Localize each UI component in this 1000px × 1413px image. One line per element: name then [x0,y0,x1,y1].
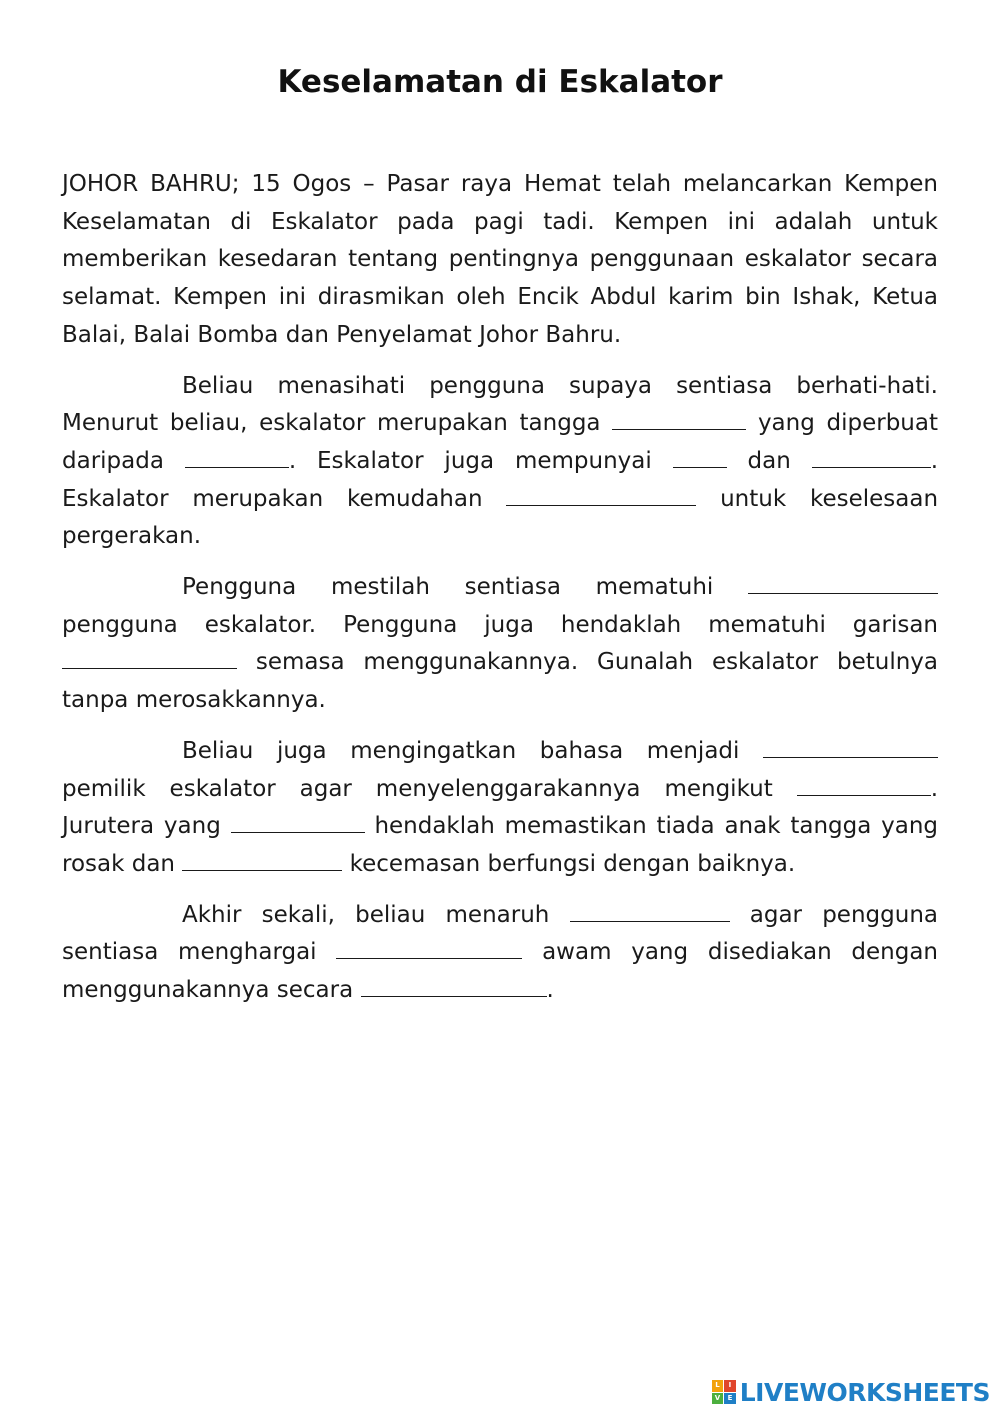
paragraph-text: . Eskalator merupakan kemudahan [62,447,938,512]
paragraph-text: . Eskalator juga mempunyai [288,447,652,474]
paragraph-intro [62,166,938,355]
paragraph-maintenance [62,733,938,884]
paragraph-text: untuk keselesaan pergerakan. [62,485,939,550]
paragraph-closing [62,897,938,1010]
paragraph-advice [62,368,938,557]
logo-letter: E [724,1393,736,1405]
blank-field[interactable] [763,735,938,758]
paragraph-rules [62,569,938,720]
paragraph-text: agar pengguna sentiasa menghargai [62,901,938,966]
liveworksheets-watermark [712,1377,990,1407]
paragraph-text: pengguna eskalator. Pengguna juga hendaklah mematuhi garisan [62,611,938,638]
blank-field[interactable] [182,848,342,871]
blank-field[interactable] [797,773,931,796]
logo-letter: V [712,1393,724,1405]
paragraph-text: yang diperbuat daripada [62,410,939,474]
paragraph-text: JOHOR BAHRU; 15 Ogos – Pasar raya Hemat telah melancarkan Kempen Keselamatan di Eskalator pada pagi tadi. Kempen ini adalah untuk memberikan kesedaran tentang pentingnya penggunaan eskalator secara selamat. Kempen ini dirasmikan oleh Encik Abdul karim bin Ishak, Ketua Balai, Balai Bomba dan Penyelamat Johor Bahru. [62,171,938,348]
liveworksheets-logo-icon [712,1380,736,1404]
paragraph-text: . [546,977,554,1004]
paragraph-text: kecemasan berfungsi dengan baiknya. [349,850,796,877]
blank-field[interactable] [231,810,365,833]
paragraph-text: Beliau juga mengingatkan bahasa menjadi [182,737,740,764]
blank-field[interactable] [673,445,727,468]
blank-field[interactable] [361,974,547,997]
paragraph-text: Akhir sekali, beliau menaruh [182,901,550,928]
paragraph-text: dan [747,447,791,474]
blank-field[interactable] [812,445,931,468]
logo-letter: I [724,1380,736,1392]
brand-name: LIVEWORKSHEETS [739,1377,990,1407]
article-body [62,166,938,1023]
page-title: Keselamatan di Eskalator [277,64,723,100]
paragraph-text: Beliau menasihati pengguna supaya sentiasa berhati-hati. Menurut beliau, eskalator merupakan tangga [62,372,938,437]
blank-field[interactable] [570,899,730,922]
blank-field[interactable] [506,483,696,506]
paragraph-text: semasa menggunakannya. Gunalah eskalator betulnya tanpa merosakkannya. [62,649,938,714]
blank-field[interactable] [62,646,237,669]
blank-field[interactable] [336,936,522,959]
blank-field[interactable] [748,571,938,594]
paragraph-text: Pengguna mestilah sentiasa mematuhi [182,574,714,601]
paragraph-text: hendaklah memastikan tiada anak tangga yang rosak dan [62,813,939,877]
paragraph-text: pemilik eskalator agar menyelenggarakannya mengikut [62,775,773,802]
logo-letter: L [712,1380,724,1392]
blank-field[interactable] [612,407,746,430]
paragraph-text: . Jurutera yang [62,775,939,840]
blank-field[interactable] [185,445,289,468]
paragraph-text: awam yang disediakan dengan menggunakannya secara [62,939,938,1004]
